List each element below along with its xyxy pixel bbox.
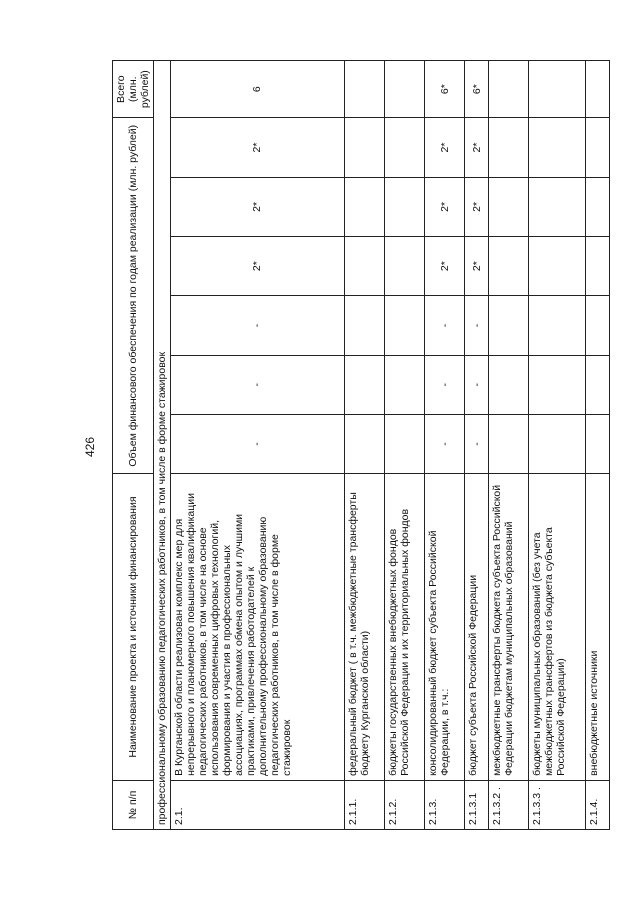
year-value xyxy=(344,118,384,177)
row-number: 2.1.3.2 . xyxy=(489,780,529,829)
year-value xyxy=(344,414,384,473)
table-row xyxy=(425,61,465,830)
header-row xyxy=(113,61,154,830)
row-total xyxy=(344,61,384,118)
row-total xyxy=(529,61,586,118)
row-name: бюджеты государственных внебюджетных фондов Российской Федерации и их территориальных фондов xyxy=(384,474,424,781)
year-value xyxy=(489,296,529,355)
row-total xyxy=(586,61,610,118)
rotated-page xyxy=(112,60,610,830)
table-container xyxy=(112,60,610,830)
year-value xyxy=(384,414,424,473)
year-value: 2* xyxy=(425,118,465,177)
row-name: консолидированный бюджет субъекта Российской Федерации, в т.ч.: xyxy=(425,474,465,781)
year-value: 2* xyxy=(465,177,489,236)
year-value: 2* xyxy=(425,236,465,295)
year-value xyxy=(586,118,610,177)
header-total: Всего (млн. рублей) xyxy=(113,61,154,118)
year-value: - xyxy=(425,296,465,355)
row-number: 2.1.3. xyxy=(425,780,465,829)
year-value xyxy=(384,296,424,355)
year-value: - xyxy=(171,296,345,355)
year-value: - xyxy=(465,355,489,414)
year-value xyxy=(529,118,586,177)
row-total: 6* xyxy=(425,61,465,118)
section-row xyxy=(154,61,171,830)
row-name: бюджет субъекта Российской Федерации xyxy=(465,474,489,781)
row-total xyxy=(489,61,529,118)
year-value: - xyxy=(465,414,489,473)
year-value: - xyxy=(425,355,465,414)
row-number: 2.1.4. xyxy=(586,780,610,829)
table-row xyxy=(465,61,489,830)
table-row xyxy=(384,61,424,830)
year-value xyxy=(489,414,529,473)
year-value: 2* xyxy=(171,236,345,295)
header-volume: Объем финансового обеспечения по годам реализации (млн. рублей) xyxy=(113,118,154,474)
row-name: бюджеты муниципальных образований (без учета межбюджетных трансфертов из бюджета субъекта Российской Федерации) xyxy=(529,474,586,781)
year-value xyxy=(529,236,586,295)
year-value xyxy=(344,236,384,295)
year-value xyxy=(586,177,610,236)
table-row xyxy=(171,61,345,830)
table-row xyxy=(344,61,384,830)
table-row xyxy=(586,61,610,830)
year-value xyxy=(384,236,424,295)
row-number: 2.1.1. xyxy=(344,780,384,829)
table-body xyxy=(171,61,610,830)
row-number: 2.1.2. xyxy=(384,780,424,829)
header-name: Наименование проекта и источники финансирования xyxy=(113,474,154,781)
year-value xyxy=(529,296,586,355)
row-name: межбюджетные трансферты бюджета субъекта Российской Федерации бюджетам муниципальных образований xyxy=(489,474,529,781)
year-value: - xyxy=(171,355,345,414)
row-name: федеральный бюджет ( в т.ч. межбюджетные трансферты бюджету Курганской области) xyxy=(344,474,384,781)
financing-table xyxy=(112,60,610,830)
year-value xyxy=(384,355,424,414)
year-value xyxy=(586,414,610,473)
row-name: В Курганской области реализован комплекс мер для непрерывного и планомерного повышения квалификации педагогических работников, в том числе на основе использования современных цифровых технологий, формирования и участия в профессиональных ассоциациях, программах обмена опытом и лучшими практиками, привлечения работодателей к дополнительному профессиональному образованию педагогических работников, в том числе в форме стажировок xyxy=(171,474,345,781)
row-total: 6* xyxy=(465,61,489,118)
year-value xyxy=(344,355,384,414)
year-value: 2* xyxy=(171,177,345,236)
year-value: 2* xyxy=(425,177,465,236)
header-num: № п/п xyxy=(113,780,154,829)
year-value xyxy=(384,177,424,236)
year-value xyxy=(586,296,610,355)
row-total: 6 xyxy=(171,61,345,118)
year-value xyxy=(489,177,529,236)
year-value xyxy=(344,177,384,236)
year-value: 2* xyxy=(465,118,489,177)
year-value xyxy=(586,355,610,414)
year-value xyxy=(529,177,586,236)
row-number: 2.1.3.3 . xyxy=(529,780,586,829)
row-total xyxy=(384,61,424,118)
year-value: - xyxy=(425,414,465,473)
year-value: 2* xyxy=(171,118,345,177)
row-number: 2.1. xyxy=(171,780,345,829)
year-value xyxy=(489,355,529,414)
year-value xyxy=(489,236,529,295)
table-row xyxy=(489,61,529,830)
year-value xyxy=(586,236,610,295)
year-value xyxy=(344,296,384,355)
row-name: внебюджетные источники xyxy=(586,474,610,781)
year-value xyxy=(384,118,424,177)
row-number: 2.1.3.1 xyxy=(465,780,489,829)
year-value: - xyxy=(465,296,489,355)
year-value: - xyxy=(171,414,345,473)
page-number: 426 xyxy=(83,436,98,458)
year-value xyxy=(489,118,529,177)
year-value xyxy=(529,414,586,473)
year-value xyxy=(529,355,586,414)
year-value: 2* xyxy=(465,236,489,295)
table-row xyxy=(529,61,586,830)
section-title: профессиональному образованию педагогических работников, в том числе в форме стажировок xyxy=(154,61,171,830)
